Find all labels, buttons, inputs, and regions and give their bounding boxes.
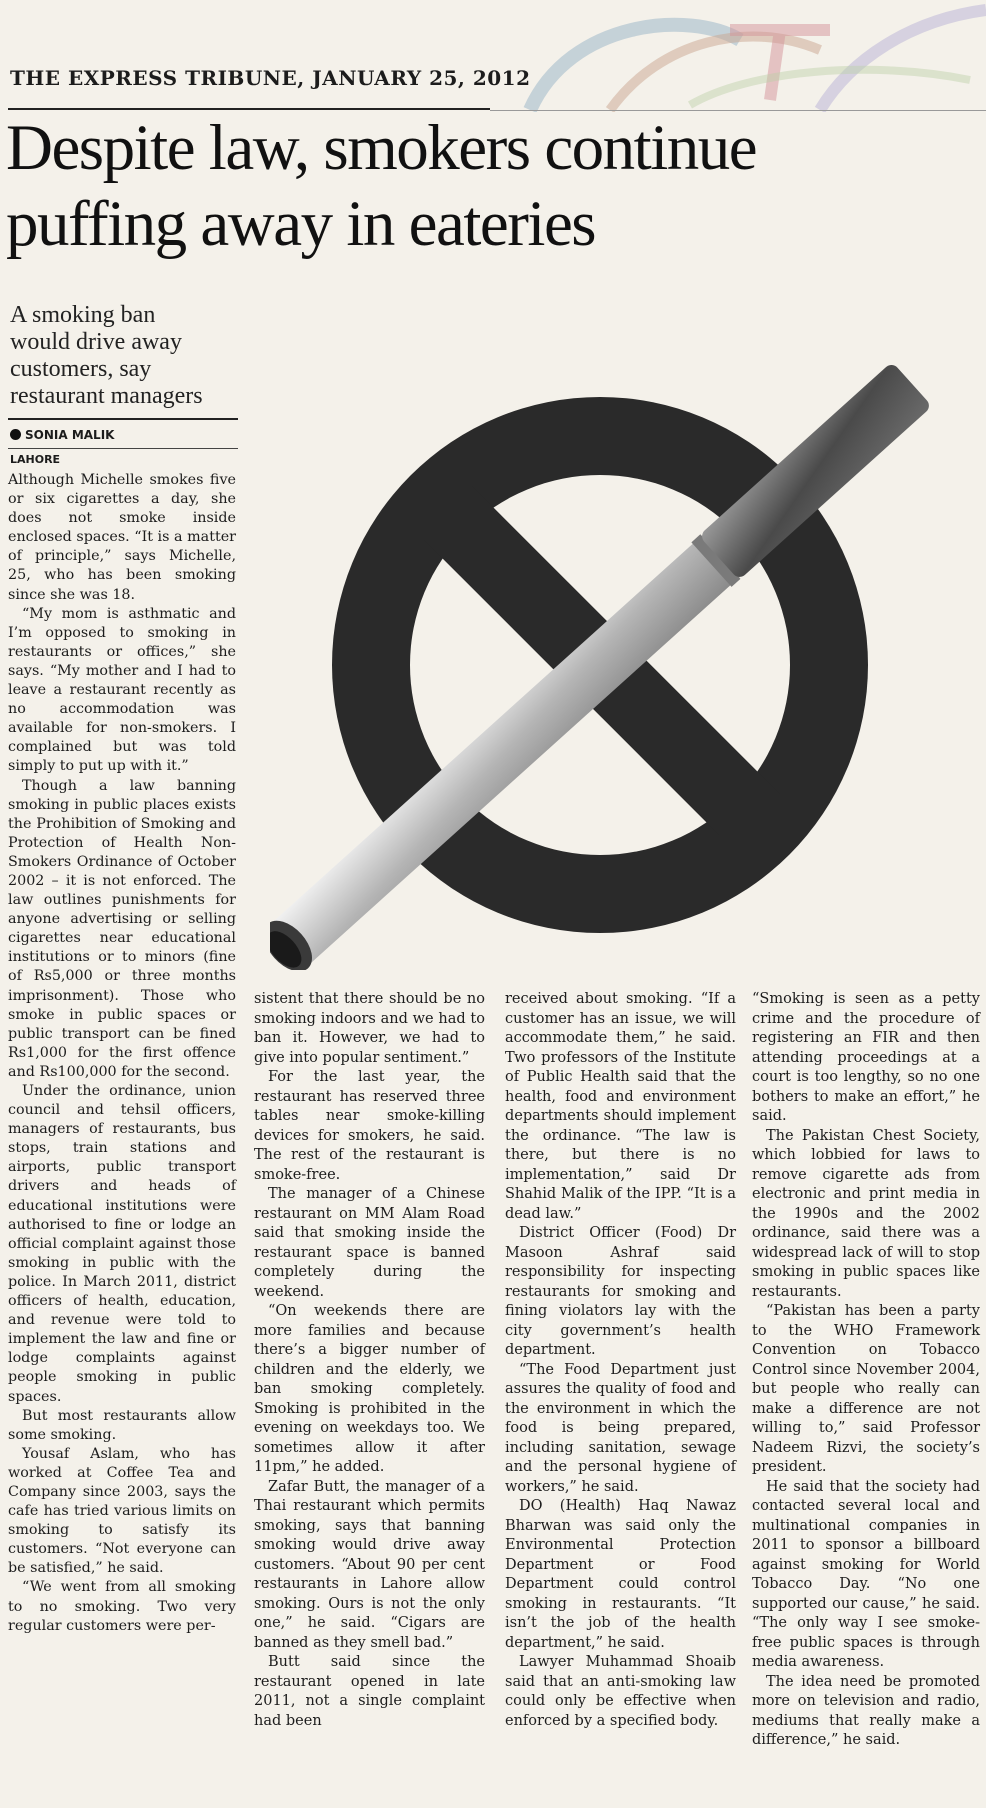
headline xyxy=(6,110,982,262)
deck-line-4: restaurant managers xyxy=(10,383,203,409)
paragraph: Zafar Butt, the manager of a Thai restaurant which permits smoking, says that banning smoking would drive away customers. “About 90 per cent restaurants in Lahore allow smoking. Ours is not the only one,” he said. “Cigars are banned as they smell bad.” xyxy=(254,1478,485,1651)
paragraph: DO (Health) Haq Nawaz Bharwan was said only the Environmental Protection Department or Food Department could control smoking in restaurants. “It isn’t the job of the health department,” he said. xyxy=(505,1498,736,1651)
paragraph: “The Food Department just assures the quality of food and the environment in which the food is being prepared, including sanitation, sewage and the personal hygiene of workers,” he said. xyxy=(505,1361,736,1495)
deck-line-1: A smoking ban xyxy=(10,302,156,328)
no-smoking-image xyxy=(270,300,970,970)
deck-line-3: customers, say xyxy=(10,356,152,382)
paragraph: The manager of a Chinese restaurant on MM Alam Road said that smoking inside the restaurant space is banned completely during the weekend. xyxy=(254,1186,485,1300)
byline-author: SONIA MALIK xyxy=(25,428,115,442)
paragraph: “We went from all smoking to no smoking. Two very regular customers were per- xyxy=(8,1579,236,1634)
deck xyxy=(10,302,250,410)
article-column-3 xyxy=(505,990,736,1805)
paragraph: “On weekends there are more families and because there’s a bigger number of children and the elderly, we ban smoking completely. Smoking is prohibited in the evening on weekdays too. We sometimes allow it after 11pm,” he added. xyxy=(254,1303,485,1475)
paragraph: Though a law banning smoking in public places exists the Prohibition of Smoking and Protection of Health Non-Smokers Ordinance of October 2002 – it is not enforced. The law outlines punishments for anyone advertising or selling cigarettes near educational institutions or to minors (fine of Rs5,000 or three months imprisonment). Those who smoke in public spaces or public transport can be fined Rs1,000 for the first offence and Rs100,000 for the second. xyxy=(8,777,236,1080)
paragraph: Under the ordinance, union council and tehsil officers, managers of restaurants, bus stops, train stations and airports, public transport drivers and heads of educational institutions were authorised to fine or lodge an official complaint against those smoking in public with the police. In March 2011, district officers of health, education, and revenue were told to implement the law and fine or lodge complaints against people smoking in public spaces. xyxy=(8,1083,236,1405)
masthead-logo xyxy=(490,0,986,112)
article-column-4 xyxy=(752,990,980,1805)
paragraph: Although Michelle smokes five or six cigarettes a day, she does not smoke inside enclosed spaces. “It is a matter of principle,” says Michelle, 25, who has been smoking since she was 18. xyxy=(8,472,236,603)
paragraph: received about smoking. “If a customer has an issue, we will accommodate them,” he said. Two professors of the Institute of Public Health said that the health, food and environment departments should implement the ordinance. “The law is there, but there is no implementation,” said Dr Shahid Malik of the IPP. “It is a dead law.” xyxy=(505,991,736,1222)
paragraph: “Pakistan has been a party to the WHO Framework Convention on Tobacco Control since November 2004, but people who really can make a difference are not willing to,” said Professor Nadeem Rizvi, the society’s president. xyxy=(752,1303,980,1475)
paragraph: The Pakistan Chest Society, which lobbied for laws to remove cigarette ads from electronic and print media in the 1990s and the 2002 ordinance, said there was a widespread lack of will to stop smoking in public spaces like restaurants. xyxy=(752,1127,980,1300)
paragraph: For the last year, the restaurant has reserved three tables near smoke-killing devices for smokers, he said. The rest of the restaurant is smoke-free. xyxy=(254,1069,485,1183)
paragraph: “My mom is asthmatic and I’m opposed to smoking in restaurants or offices,” she says. “My mother and I had to leave a restaurant recently as no accommodation was available for non-smokers. I complained but was told simply to put up with it.” xyxy=(8,605,236,775)
paragraph: Lawyer Muhammad Shoaib said that an anti-smoking law could only be effective when enforced by a specified body. xyxy=(505,1654,736,1729)
paragraph: Butt said since the restaurant opened in late 2011, not a single complaint had been xyxy=(254,1654,485,1729)
headline-line-2: puffing away in eateries xyxy=(6,188,596,260)
paragraph: “Smoking is seen as a petty crime and the procedure of registering an FIR and then attending proceedings at a court is too lengthy, so no one bothers to make an effort,” he said. xyxy=(752,991,980,1124)
paragraph: sistent that there should be no smoking indoors and we had to ban it. However, we had to give into popular sentiment.” xyxy=(254,991,485,1066)
paragraph: He said that the society had contacted several local and multinational companies in 2011 to sponsor a billboard against smoking for World Tobacco Day. “No one supported our cause,” he said. “The only way I see smoke-free public spaces is through media awareness. xyxy=(752,1478,980,1670)
headline-line-1: Despite law, smokers continue xyxy=(6,112,757,184)
article-column-2 xyxy=(254,990,485,1805)
dateline: LAHORE xyxy=(10,453,61,466)
article-column-1 xyxy=(8,471,236,1806)
paragraph: District Officer (Food) Dr Masoon Ashraf said responsibility for inspecting restaurants for smoking and fining violators lay with the city government’s health department. xyxy=(505,1225,736,1358)
dateline-rule xyxy=(8,448,238,449)
paragraph: But most restaurants allow some smoking. xyxy=(8,1407,236,1443)
masthead: THE EXPRESS TRIBUNE, JANUARY 25, 2012 xyxy=(10,66,531,90)
deck-rule xyxy=(8,418,238,420)
deck-line-2: would drive away xyxy=(10,329,182,355)
byline xyxy=(10,428,240,442)
paragraph: Yousaf Aslam, who has worked at Coffee Tea and Company since 2003, says the cafe has tried various limits on smoking to satisfy its customers. “Not everyone can be satisfied,” he said. xyxy=(8,1445,236,1577)
paragraph: The idea need be promoted more on television and radio, mediums that really make a difference,” he said. xyxy=(752,1673,980,1748)
twitter-icon xyxy=(10,429,21,440)
